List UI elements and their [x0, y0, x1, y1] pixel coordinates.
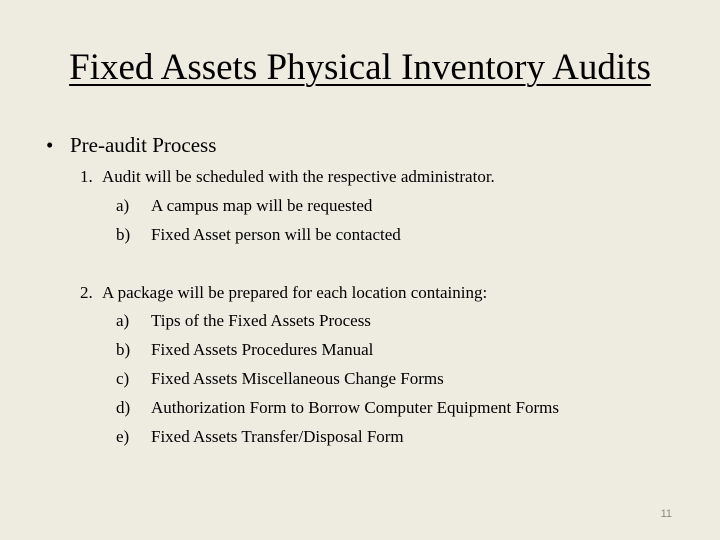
bullet-marker: • — [46, 133, 54, 157]
sub-item-text: Fixed Assets Procedures Manual — [151, 340, 374, 359]
slide-title: Fixed Assets Physical Inventory Audits — [69, 47, 651, 88]
sub-item-text: Fixed Assets Miscellaneous Change Forms — [151, 369, 444, 388]
sub-item-letter: c) — [116, 369, 130, 388]
sub-item-text: Fixed Asset person will be contacted — [151, 225, 401, 244]
sub-item — [116, 223, 516, 247]
slide-number: 11 — [660, 508, 672, 520]
sub-item-text: Fixed Assets Transfer/Disposal Form — [151, 427, 404, 446]
step-item — [80, 281, 600, 305]
sub-item-letter: e) — [116, 427, 130, 446]
bullet-item — [46, 133, 346, 159]
sub-item-text: Tips of the Fixed Assets Process — [151, 311, 371, 330]
sub-item-letter: d) — [116, 398, 131, 417]
sub-item — [116, 338, 516, 362]
sub-item-letter: a) — [116, 311, 130, 330]
sub-item — [116, 425, 516, 449]
sub-item-letter: a) — [116, 196, 130, 215]
step-item — [80, 165, 600, 189]
sub-item — [116, 309, 516, 333]
step-text: Audit will be scheduled with the respective administrator. — [102, 167, 495, 186]
sub-item-text: Authorization Form to Borrow Computer Equipment Forms — [151, 398, 559, 417]
sub-item-text: A campus map will be requested — [151, 196, 373, 215]
sub-item — [116, 396, 656, 420]
step-number: 2. — [80, 283, 93, 302]
sub-item — [116, 194, 516, 218]
sub-item — [116, 367, 516, 391]
step-text: A package will be prepared for each location containing: — [102, 283, 488, 302]
bullet-text: Pre-audit Process — [70, 133, 217, 157]
sub-item-letter: b) — [116, 225, 131, 244]
step-number: 1. — [80, 167, 93, 186]
sub-item-letter: b) — [116, 340, 131, 359]
